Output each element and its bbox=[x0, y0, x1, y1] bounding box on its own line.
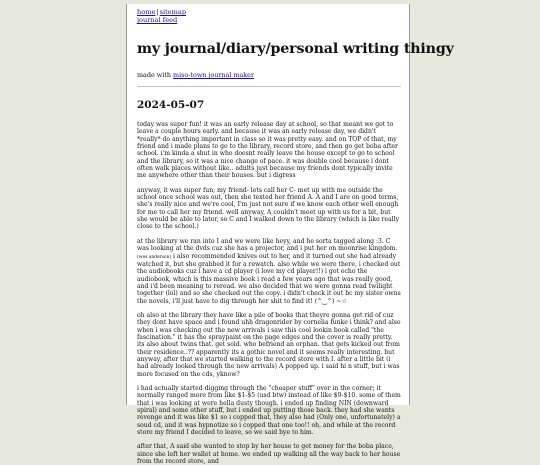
entry-paragraph-3-text: at the library we ran into I and we were like heyy, and he sorta tagged along :3. C was looking at the dvds cuz she has a projector, and i put her on moonrise kingdom. bbox=[137, 237, 398, 253]
journal-page bbox=[126, 4, 454, 465]
made-with-label: made with bbox=[137, 71, 174, 79]
entry-paragraph-1: today was super fun! it was an early release day at school, so that meant we got to leave a couple hours early. and because it was an early release day, we didn't *really* do anything important in class so it was pretty easy. and on TOP of that, my friend and i made plans to go to the library, record store, and then go get boba after school. i'm kinda a shut in who doesnt really leave the house except to go to school and the library, so it was a nice change of pace. it was double cool because i dont often walk places without like.. adults just because my friends dont typically invite me anywhere other than their houses. but i digress bbox=[137, 121, 398, 180]
header-divider bbox=[137, 86, 401, 87]
journal-entry bbox=[137, 121, 401, 465]
entry-paragraph-2: anyway, it was super fun; my friend- lets call her C- met up with me outside the school once school was out, then she texted her friend A. A and I are on good terms, she's really nice and we're cool, I'm just not sure if we know each other well enough for me to call her my friend. well anyway, A couldn't meet up with us for a bit, but she would be able to later, so C and I walked down to the library (which is like really close to the school.) bbox=[137, 186, 400, 231]
post-date: 2024-05-07 bbox=[137, 99, 205, 111]
top-nav bbox=[137, 8, 401, 24]
miso-town-link[interactable]: miso-town journal maker bbox=[173, 71, 255, 79]
nav-separator: | bbox=[156, 8, 159, 16]
aside-note: (wes anderson) bbox=[137, 254, 172, 260]
page-content bbox=[137, 4, 454, 465]
entry-paragraph-3 bbox=[137, 238, 401, 305]
journal-feed-link[interactable]: journal feed bbox=[137, 16, 178, 24]
entry-paragraph-4: oh also at the library they have like a pile of books that theyre gonna get rid of cuz they dont have space and i found uhh dragonrider by cornelia funke i think? and also when i was checking out the new arrivals i saw this cool lookin book called "the fascination." it has the spraypaint on the page edges and the cover is really pretty. its also about twins that. get sold. who befriend an orphan. that gets kicked out from their residence..?? apparently its a gothic novel and it seems really interesting. but anyway, after that we started walking to the record store with I. after a little bit (i had already looked through the new arrivals) A popped up. i said hi n stuff, but i was more focused on the cds, yknow? bbox=[137, 311, 401, 378]
page-title: my journal/diary/personal writing thingy bbox=[137, 41, 454, 57]
entry-paragraph-6: after that, A said she wanted to stop by her house to get money for the boba place, since she left her wallet at home. we ended up walking all the way back to her house from the record store, and bbox=[137, 443, 401, 465]
made-with-credit bbox=[137, 71, 401, 79]
entry-paragraph-3-tail: i also recommended knives out to her, and it turned out she had already watched it, but she grabbed it for a rewatch. also while we were there, i checked out the audiobooks cuz i have a cd player (i love my cd player!!) i got echo the audiobook, which is this massive book i read a few years ago that was really good, and i'd been meaning to reread. we also decided that we were gonna read twilight together (lol) and so she checked out the copy. i didn't check it out bc my sister owns the novels, i'll just have to dig through her shit to find it! (^‿^) ~☆ bbox=[137, 252, 401, 305]
entry-paragraph-5: i had actually started digging through the "cheaper stuff" over in the corner; it normally ranged more from like $1-$5 (usd btw) instead of like $9-$10. some of them that i was looking at were hella dusty though. i ended up finding NIN (downward spiral) and some other stuff, but i ended up putting those back. they had she wants revenge and it was like $1 so i copped that, they also had (Only one, unfortunately) a soud cd, and it was hypnotize so i copped that one too!! oh, and while at the record store my friend I decided to leave, so we said bye to him. bbox=[137, 385, 401, 437]
home-link[interactable]: home bbox=[137, 8, 156, 16]
sitemap-link[interactable]: sitemap bbox=[159, 8, 187, 16]
